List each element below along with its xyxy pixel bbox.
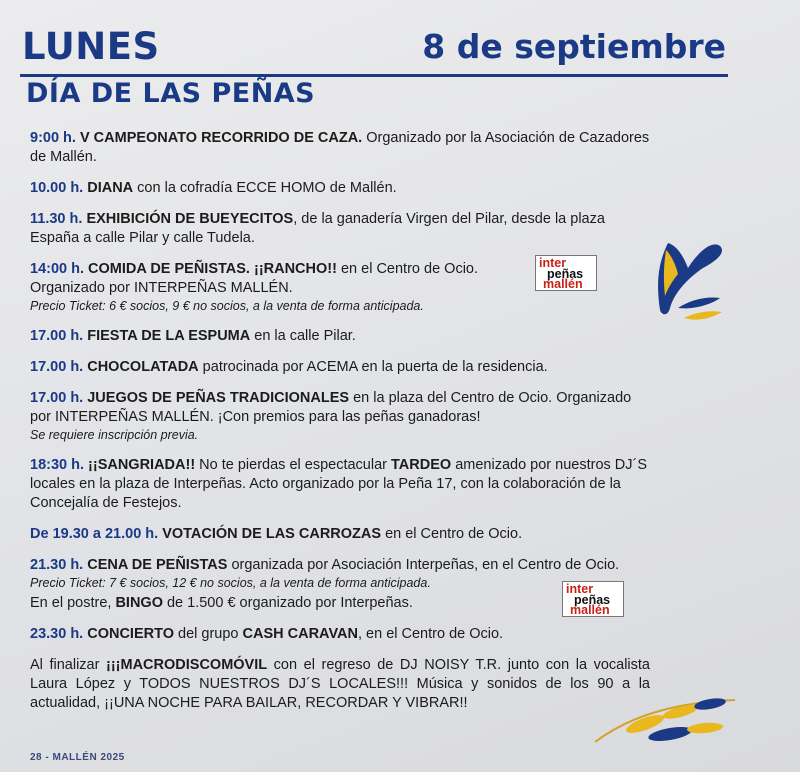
event-title-secondary: CASH CARAVAN (242, 626, 358, 642)
event-item (30, 625, 650, 644)
event-item (30, 129, 650, 167)
event-time: 23.30 h. (30, 626, 84, 642)
event-text: en el Centro de Ocio. Organizado por INTERPEÑAS MALLÉN. (30, 261, 479, 296)
logo-line-1: inter (539, 256, 567, 270)
event-time: 9:00 h. (30, 130, 76, 146)
event-note: Precio Ticket: 7 € socios, 12 € no socios, a la venta de forma anticipada. (30, 576, 431, 590)
event-item (30, 179, 650, 198)
event-title: CONCIERTO (87, 626, 174, 642)
event-extra-bold: BINGO (115, 595, 163, 611)
event-time: De 19.30 a 21.00 h. (30, 526, 159, 542)
event-text: patrocinada por ACEMA en la puerta de la residencia. (198, 359, 548, 375)
event-item (30, 456, 650, 513)
event-note: Precio Ticket: 6 € socios, 9 € no socios, a la venta de forma anticipada. (30, 299, 424, 313)
event-extra-post: de 1.500 € organizado por Interpeñas. (162, 595, 413, 611)
event-title: COMIDA DE PEÑISTAS. ¡¡RANCHO!! (88, 261, 337, 277)
event-title: CENA DE PEÑISTAS (87, 557, 228, 573)
event-item (30, 656, 650, 713)
heart-icon (648, 238, 728, 328)
event-text: No te pierdas el espectacular (195, 457, 392, 473)
event-text: con la cofradía ECCE HOMO de Mallén. (133, 180, 397, 196)
logo-line-2: peñas (547, 266, 584, 281)
event-text-secondary: amenizado por nuestros DJ´S locales en la plaza de Interpeñas. Acto organizado por la Peña 17, con la colaboración de la Concejalía de Festejos. (30, 457, 648, 511)
event-extra (30, 594, 650, 613)
event-note: Se requiere inscripción previa. (30, 428, 199, 442)
event-item (30, 210, 650, 248)
event-item (30, 525, 650, 544)
event-item (30, 358, 650, 377)
event-title: CHOCOLATADA (87, 359, 199, 375)
event-time: 18:30 h. (30, 457, 84, 473)
event-time: 14:00 h. (30, 261, 84, 277)
date-heading: 8 de septiembre (422, 27, 726, 66)
event-title: EXHIBICIÓN DE BUEYECITOS (86, 211, 294, 227)
event-item (30, 327, 650, 346)
event-time: 21.30 h. (30, 557, 84, 573)
event-time: 17.00 h. (30, 359, 84, 375)
event-title-secondary: TARDEO (391, 457, 452, 473)
event-list (30, 129, 650, 725)
logo-line-2: peñas (574, 592, 611, 607)
event-text: organizada por Asociación Interpeñas, en el Centro de Ocio. (227, 557, 620, 573)
event-time: 11.30 h. (30, 211, 83, 227)
page-footer: 28 - MALLÉN 2025 (30, 752, 125, 763)
interpenas-logo (562, 581, 624, 617)
event-text: del grupo (173, 626, 243, 642)
event-time: 17.00 h. (30, 328, 84, 344)
event-title: FIESTA DE LA ESPUMA (87, 328, 251, 344)
subtitle-heading: DÍA DE LAS PEÑAS (26, 78, 316, 109)
wheat-ears-icon (585, 692, 745, 752)
event-text: en el Centro de Ocio. (381, 526, 523, 542)
event-item (30, 389, 650, 444)
logo-line-3: mallén (543, 277, 583, 291)
logo-line-1: inter (566, 582, 594, 596)
event-title: JUEGOS DE PEÑAS TRADICIONALES (87, 390, 350, 406)
event-pre: Al finalizar (30, 657, 107, 673)
event-text: , de la ganadería Virgen del Pilar, desde la plaza España a calle Pilar y calle Tudela. (30, 211, 605, 246)
event-title: ¡¡¡MACRODISCOMÓVIL (106, 657, 268, 673)
event-title: DIANA (87, 180, 134, 196)
event-title: VOTACIÓN DE LAS CARROZAS (162, 526, 382, 542)
event-text: con el regreso de DJ NOISY T.R. junto con la vocalista Laura López y TODOS NUESTROS DJ´S LOCALES!!! Música y sonidos de los 90 a la actualidad, ¡¡UNA NOCHE PARA BAILAR, RECORDAR Y VIBRAR!! (30, 657, 651, 711)
event-title: ¡¡SANGRIADA!! (88, 457, 196, 473)
logo-line-3: mallén (570, 603, 610, 617)
day-heading: LUNES (22, 25, 160, 68)
interpenas-logo (535, 255, 597, 291)
event-time: 10.00 h. (30, 180, 84, 196)
event-text: en la calle Pilar. (250, 328, 356, 344)
event-text: en la plaza del Centro de Ocio. Organizado por INTERPEÑAS MALLÉN. ¡Con premios para las peñas ganadoras! (30, 390, 632, 425)
event-time: 17.00 h. (30, 390, 84, 406)
header-rule (20, 74, 728, 77)
event-title: V CAMPEONATO RECORRIDO DE CAZA. (79, 130, 363, 146)
event-text-secondary: , en el Centro de Ocio. (357, 626, 504, 642)
event-item (30, 556, 650, 613)
event-text: Organizado por la Asociación de Cazadores de Mallén. (30, 130, 650, 165)
event-extra-pre: En el postre, (30, 595, 116, 611)
